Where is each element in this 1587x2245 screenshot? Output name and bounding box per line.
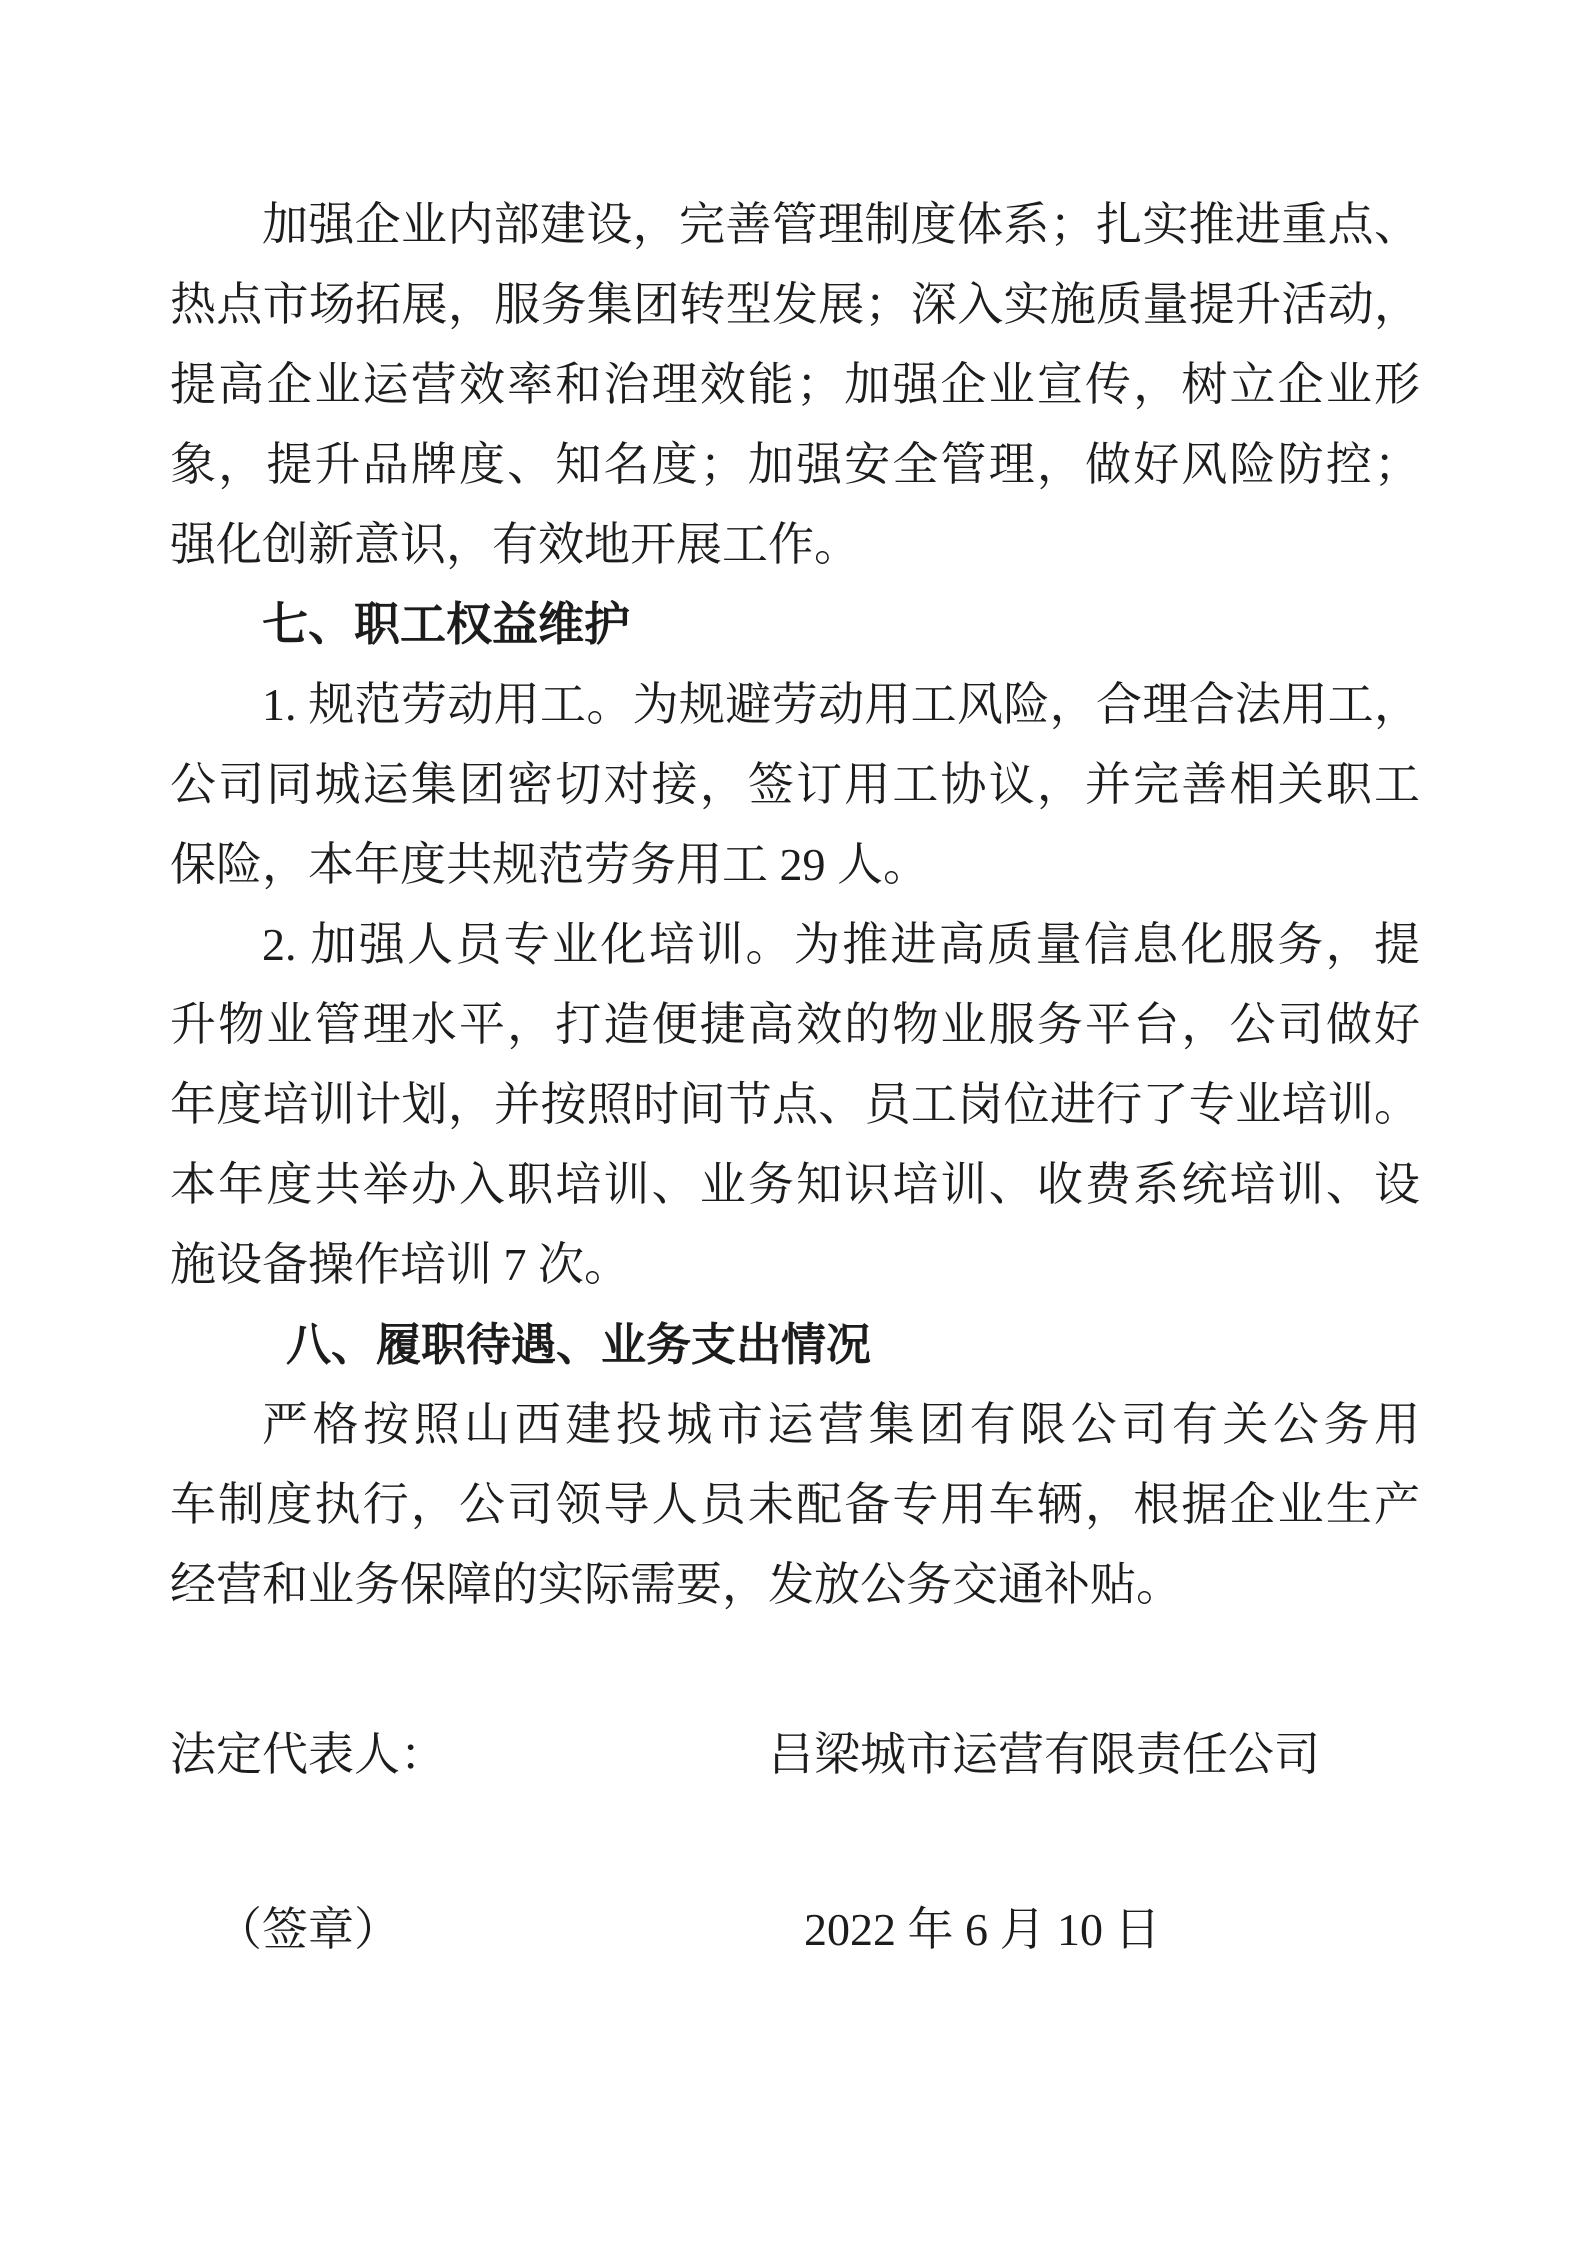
paragraph-line: 热点市场拓展，服务集团转型发展；深入实施质量提升活动， — [170, 279, 1420, 330]
paragraph-line: 1. 规范劳动用工。为规避劳动用工风险，合理合法用工， — [262, 679, 1420, 730]
section-7-heading: 七、职工权益维护 — [262, 599, 630, 650]
paragraph-line: 强化创新意识，有效地开展工作。 — [170, 519, 860, 570]
seal-date-row — [170, 1890, 1420, 1970]
legal-representative-label: 法定代表人： — [170, 1729, 446, 1780]
paragraph-line: 加强企业内部建设，完善管理制度体系；扎实推进重点、 — [262, 199, 1420, 250]
paragraph-line: 车制度执行，公司领导人员未配备专用车辆，根据企业生产 — [170, 1479, 1420, 1530]
document-date: 2022 年 6 月 10 日 — [804, 1904, 1161, 1955]
paragraph-line: 保险，本年度共规范劳务用工 29 人。 — [170, 839, 929, 890]
paragraph-line: 经营和业务保障的实际需要，发放公务交通补贴。 — [170, 1559, 1182, 1610]
paragraph-line: 2. 加强人员专业化培训。为推进高质量信息化服务，提 — [262, 919, 1420, 970]
paragraph-line: 本年度共举办入职培训、业务知识培训、收费系统培训、设 — [170, 1159, 1420, 1210]
document-body — [170, 185, 1420, 1970]
paragraph-line: 象，提升品牌度、知名度；加强安全管理，做好风险防控； — [170, 439, 1420, 490]
signature-row — [170, 1715, 1420, 1795]
paragraph-line: 年度培训计划，并按照时间节点、员工岗位进行了专业培训。 — [170, 1079, 1420, 1130]
paragraph-line: 提高企业运营效率和治理效能；加强企业宣传，树立企业形 — [170, 359, 1420, 410]
paragraph-line: 施设备操作培训 7 次。 — [170, 1239, 630, 1290]
paragraph-line: 公司同城运集团密切对接，签订用工协议，并完善相关职工 — [170, 759, 1420, 810]
seal-label: （签章） — [216, 1904, 400, 1955]
paragraph-line: 严格按照山西建投城市运营集团有限公司有关公务用 — [262, 1399, 1420, 1450]
company-name: 吕梁城市运营有限责任公司 — [768, 1729, 1320, 1780]
section-8-heading: 八、履职待遇、业务支出情况 — [286, 1319, 872, 1370]
paragraph-line: 升物业管理水平，打造便捷高效的物业服务平台，公司做好 — [170, 999, 1420, 1050]
